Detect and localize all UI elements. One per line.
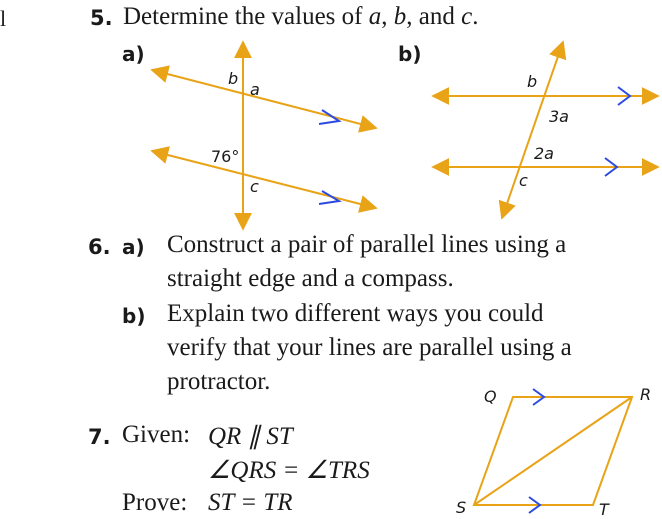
q6-part-a-line2: straight edge and a compass. [167, 265, 454, 292]
q5-part-a-label: a) [122, 42, 145, 66]
q7-number: 7. [88, 425, 111, 449]
fig5b-label-2a: 2a [534, 144, 554, 163]
q6-part-b-line2: verify that your lines are parallel using a [167, 334, 572, 361]
fig5a-label-c: c [250, 177, 259, 196]
fig7-label-t: T [599, 500, 609, 519]
q7-given-label: Given: [122, 421, 191, 448]
q7-prove: ST = TR [208, 489, 293, 516]
q5-var-a: a [368, 3, 382, 30]
fig5b-label-c: c [519, 171, 528, 190]
q6-number: 6. [88, 235, 111, 259]
fig7-label-q: Q [484, 387, 497, 406]
q6-part-b-label: b) [122, 304, 146, 328]
q7-given-2: ∠QRS = ∠TRS [208, 457, 370, 484]
fig5b-label-3a: 3a [549, 107, 569, 126]
q5-part-b-label: b) [398, 42, 422, 66]
margin-mark: l [0, 6, 7, 31]
fig7-diagonal-sr [474, 397, 632, 505]
q7-given-1: QR ∥ ST [208, 423, 293, 450]
q5-period: . [472, 3, 479, 30]
fig5b-label-b: b [527, 72, 538, 91]
fig5a-label-b: b [228, 69, 239, 88]
q5-number: 5. [90, 6, 113, 30]
q6-part-b-line1: Explain two different ways you could [167, 300, 544, 327]
q5-var-c: c [461, 3, 473, 30]
fig7-label-s: S [456, 498, 467, 517]
q5-and: , and [406, 3, 462, 30]
q7-prove-label: Prove: [122, 489, 188, 516]
q6-part-b-line3: protractor. [167, 368, 271, 395]
q6-part-a-line1: Construct a pair of parallel lines using a [167, 231, 567, 258]
q5-var-b: b [393, 3, 407, 30]
fig5a-label-a: a [250, 80, 260, 99]
fig7-label-r: R [640, 385, 652, 404]
q5-text: Determine the values of [123, 3, 369, 30]
q6-part-a-label: a) [122, 235, 145, 259]
fig5a-label-angle: 76° [211, 147, 240, 166]
q5-comma: , [381, 3, 394, 30]
